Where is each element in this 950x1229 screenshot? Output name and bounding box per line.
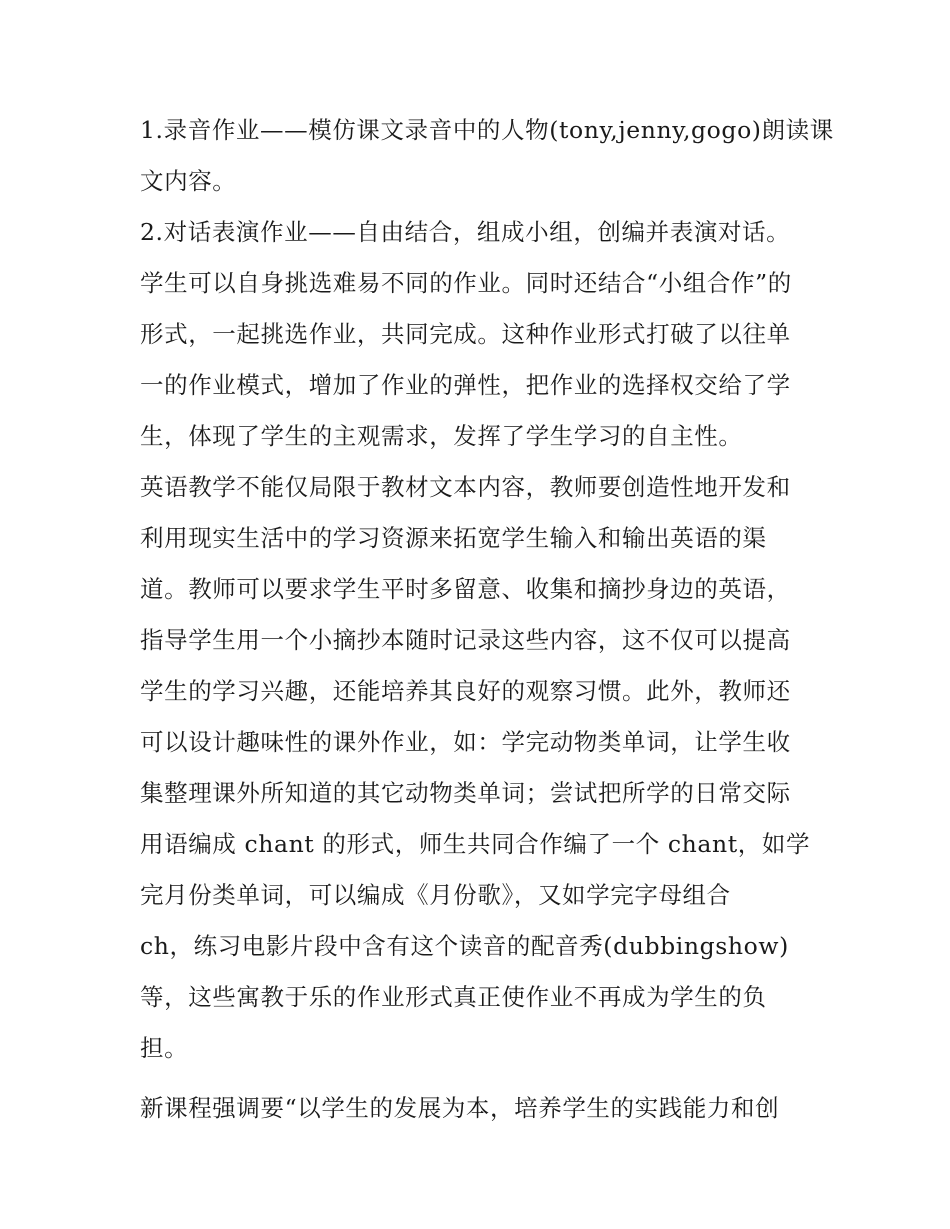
text-line: 指导学生用一个小摘抄本随时记录这些内容，这不仅可以提高 [140,626,791,654]
text-line: 文内容。 [140,167,237,195]
text-line: 2.对话表演作业——自由结合，组成小组，创编并表演对话。 [140,218,791,246]
text-line: 用语编成 chant 的形式，师生共同合作编了一个 chant，如学 [140,830,811,858]
text-line: 利用现实生活中的学习资源来拓宽学生输入和输出英语的渠 [140,524,767,552]
text-line: 学生可以自身挑选难易不同的作业。同时还结合“小组合作”的 [140,269,792,297]
text-line: 集整理课外所知道的其它动物类单词；尝试把所学的日常交际 [140,779,791,807]
text-line: 等，这些寓教于乐的作业形式真正使作业不再成为学生的负 [140,983,767,1011]
text-line: 可以设计趣味性的课外作业，如：学完动物类单词，让学生收 [140,728,791,756]
text-line: 新课程强调要“以学生的发展为本，培养学生的实践能力和创 [140,1094,780,1122]
text-line: ch，练习电影片段中含有这个读音的配音秀(dubbingshow) [140,932,789,960]
text-line: 学生的学习兴趣，还能培养其良好的观察习惯。此外，教师还 [140,677,791,705]
text-line: 一的作业模式，增加了作业的弹性，把作业的选择权交给了学 [140,371,791,399]
text-line: 形式，一起挑选作业，共同完成。这种作业形式打破了以往单 [140,320,791,348]
text-line: 完月份类单词，可以编成《月份歌》，又如学完字母组合 [140,881,731,909]
text-line: 担。 [140,1034,189,1062]
text-line: 道。教师可以要求学生平时多留意、收集和摘抄身边的英语， [140,575,791,603]
text-line: 生，体现了学生的主观需求，发挥了学生学习的自主性。 [140,422,743,450]
text-line: 英语教学不能仅局限于教材文本内容，教师要创造性地开发和 [140,473,791,501]
paragraph-gap [140,1074,830,1083]
document-body [140,105,834,1134]
text-line: 1.录音作业——模仿课文录音中的人物(tony,jenny,gogo)朗读课 [140,116,834,144]
